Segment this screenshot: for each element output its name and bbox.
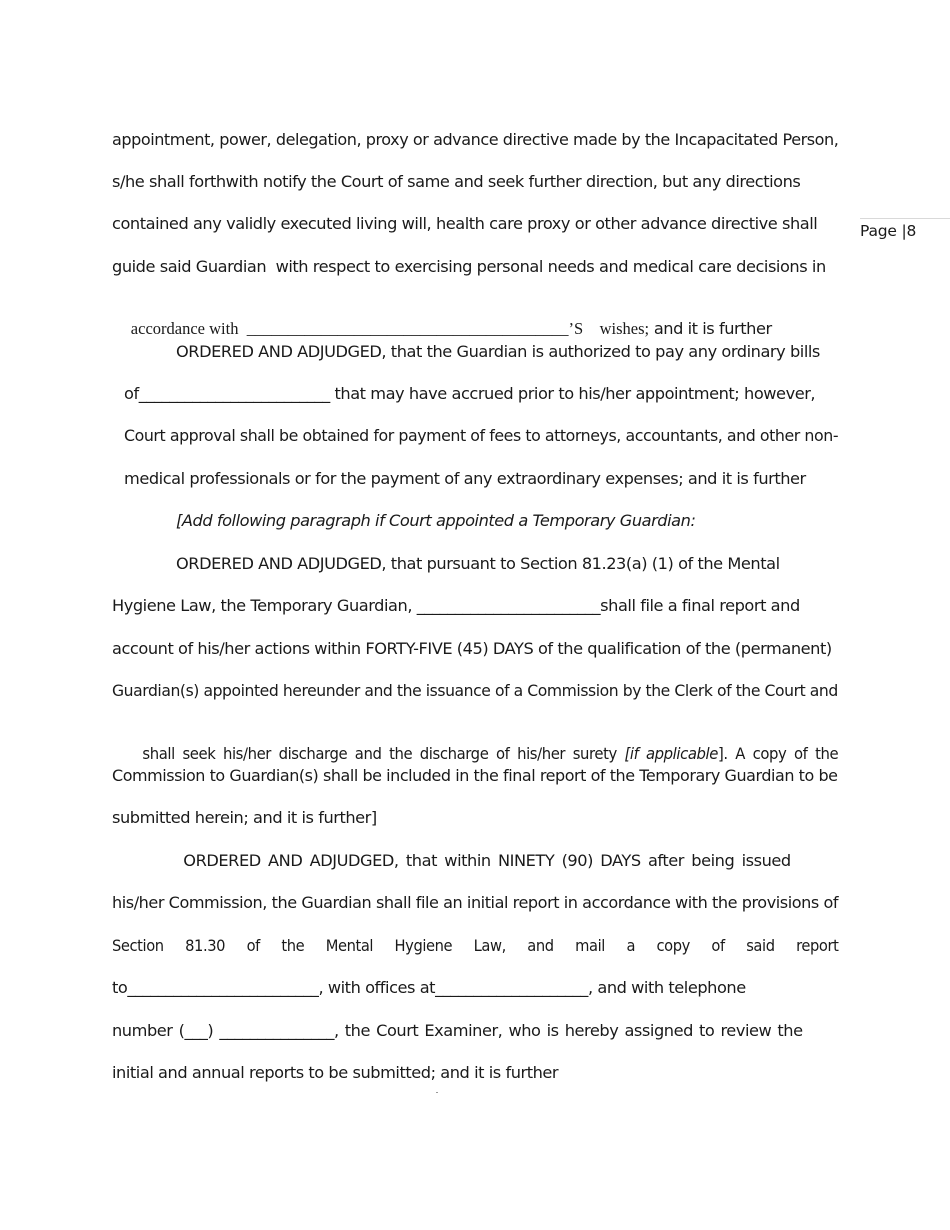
text-line: Section 81.30 of the Mental Hygiene Law, and mail a copy of said report [112,936,839,955]
ordered-paragraph-2: ORDERED AND ADJUDGED, that pursuant to Section 81.23(a) (1) of the Mental [176,554,780,573]
text-line: number (___) _______________, the Court Examiner, who is hereby assigned to review the [112,1021,803,1040]
text-line: s/he shall forthwith notify the Court of same and seek further direction, but any directions [112,172,801,191]
italic-segment: [if applicable [624,744,718,763]
text-line: initial and annual reports to be submitted; and it is further [112,1063,559,1082]
text-segment: shall seek his/her discharge and the discharge of his/her surety [142,744,625,763]
text-line: appointment, power, delegation, proxy or advance directive made by the Incapacitated Person, [112,130,839,149]
text-line: of_________________________ that may have accrued prior to his/her appointment; however, [124,384,816,403]
text-line: Hygiene Law, the Temporary Guardian, ________________________shall file a final report and [112,596,800,615]
footer-mark [436,1092,438,1093]
text-line: Guardian(s) appointed hereunder and the issuance of a Commission by the Clerk of the Court and [112,681,838,700]
page-number: Page |8 [860,218,950,240]
text-segment: ]. A copy of the [717,744,839,763]
text-line: guide said Guardian with respect to exercising personal needs and medical care decisions in [112,257,826,276]
text-line: Court approval shall be obtained for payment of fees to attorneys, accountants, and other non- [124,426,839,445]
ordered-paragraph-1: ORDERED AND ADJUDGED, that the Guardian is authorized to pay any ordinary bills [176,342,820,361]
text-line: contained any validly executed living will, health care proxy or other advance directive shall [112,214,818,233]
text-segment: accordance with [130,319,247,338]
text-line: to_________________________, with offices at____________________, and with telephone [112,978,746,997]
text-line: medical professionals or for the payment of any extraordinary expenses; and it is further [124,469,806,488]
text-line: his/her Commission, the Guardian shall file an initial report in accordance with the provisions of [112,893,839,912]
ordered-paragraph-3: ORDERED AND ADJUDGED, that within NINETY (90) DAYS after being issued [176,851,791,870]
text-segment: and it is further [649,319,772,338]
text-line: Commission to Guardian(s) shall be included in the final report of the Temporary Guardian to be [112,766,838,785]
bracketed-instruction: [Add following paragraph if Court appointed a Temporary Guardian: [176,511,696,530]
name-blank: _______________________________________’S wishes; [246,319,650,338]
text-line: submitted herein; and it is further] [112,808,377,827]
text-line: account of his/her actions within FORTY-FIVE (45) DAYS of the qualification of the (permanent) [112,639,832,658]
